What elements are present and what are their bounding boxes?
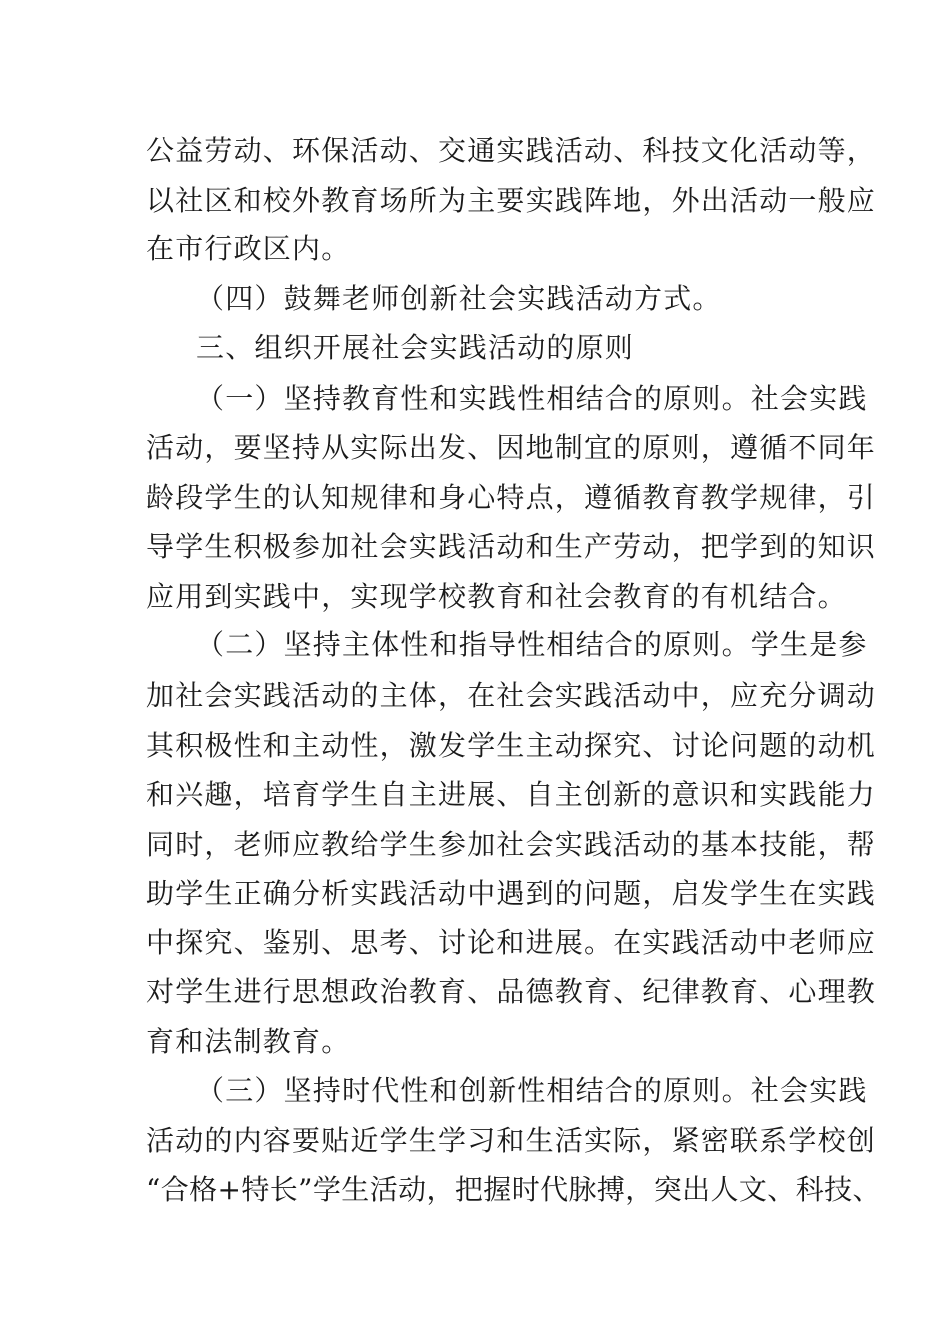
- text-line: 在市行政区内。: [146, 232, 351, 265]
- text-line: 助学生正确分析实践活动中遇到的问题，启发学生在实践: [146, 877, 877, 910]
- text-line: 公益劳动、环保活动、交通实践活动、科技文化活动等，: [146, 134, 877, 167]
- text-line: 应用到实践中，实现学校教育和社会教育的有机结合。: [146, 580, 847, 613]
- text-line: 活动的内容要贴近学生学习和生活实际，紧密联系学校创: [146, 1124, 877, 1157]
- text-line: （一）坚持教育性和实践性相结合的原则。社会实践: [196, 382, 868, 415]
- text-line: （三）坚持时代性和创新性相结合的原则。社会实践: [196, 1074, 868, 1107]
- text-line: 和兴趣，培育学生自主进展、自主创新的意识和实践能力: [146, 778, 877, 811]
- text-line: 同时，老师应教给学生参加社会实践活动的基本技能，帮: [146, 828, 877, 861]
- text-line: （二）坚持主体性和指导性相结合的原则。学生是参: [196, 628, 868, 661]
- text-line: （四）鼓舞老师创新社会实践活动方式。: [196, 282, 722, 315]
- text-line: 对学生进行思想政治教育、品德教育、纪律教育、心理教: [146, 975, 877, 1008]
- text-line: 以社区和校外教育场所为主要实践阵地，外出活动一般应: [146, 184, 877, 217]
- text-line: 导学生积极参加社会实践活动和生产劳动，把学到的知识: [146, 530, 877, 563]
- section-heading: 三、组织开展社会实践活动的原则: [196, 331, 635, 364]
- text-line: 活动，要坚持从实际出发、因地制宜的原则，遵循不同年: [146, 431, 877, 464]
- text-line: 加社会实践活动的主体，在社会实践活动中，应充分调动: [146, 679, 877, 712]
- text-line: 其积极性和主动性，激发学生主动探究、讨论问题的动机: [146, 729, 877, 762]
- text-line: 龄段学生的认知规律和身心特点，遵循教育教学规律，引: [146, 481, 877, 514]
- text-line: “合格+特长”学生活动，把握时代脉搏，突出人文、科技、: [146, 1173, 881, 1206]
- text-line: 育和法制教育。: [146, 1025, 351, 1058]
- text-line: 中探究、鉴别、思考、讨论和进展。在实践活动中老师应: [146, 926, 877, 959]
